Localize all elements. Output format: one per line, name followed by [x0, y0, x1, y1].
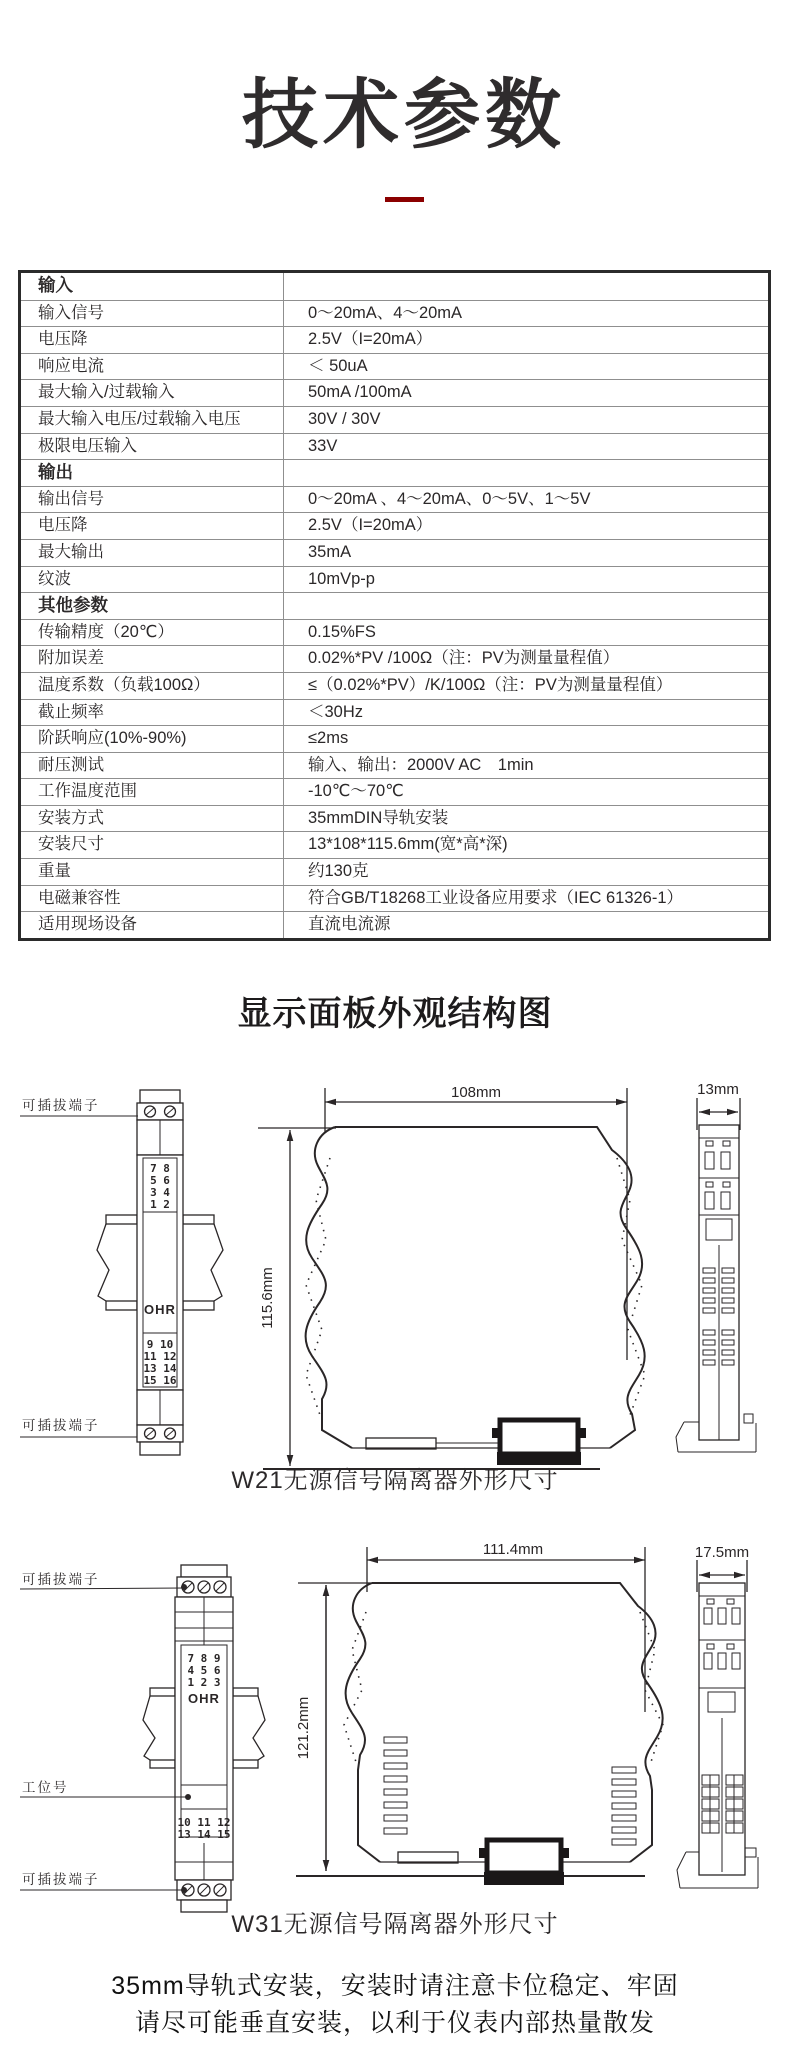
spec-label: 传输精度（20℃） [21, 620, 284, 646]
spec-value: 约130克 [308, 862, 369, 881]
spec-row [21, 459, 768, 486]
spec-row [21, 353, 768, 380]
spec-row [21, 486, 768, 513]
spec-label: 重量 [21, 859, 284, 885]
spec-row [21, 512, 768, 539]
w31-terminals-top-row2: 4 5 6 [187, 1664, 221, 1677]
spec-row [21, 725, 768, 752]
w21-brand-logo: OHR [144, 1302, 176, 1317]
spec-label: 最大输入/过载输入 [21, 380, 284, 406]
leader-line [20, 1588, 184, 1589]
spec-label: 输出 [21, 460, 284, 486]
spec-value: ≤（0.02%*PV）/K/100Ω（注：PV为测量量程值） [308, 675, 673, 694]
spec-value: 10mVp-p [308, 569, 375, 588]
spec-label: 电压降 [21, 513, 284, 539]
w21-terminals-top-row2: 5 6 [150, 1174, 170, 1187]
w31-front-view [175, 1565, 233, 1912]
spec-label: 适用现场设备 [21, 912, 284, 938]
spec-row [21, 300, 768, 327]
spec-label: 纹波 [21, 567, 284, 593]
w21-diagram [0, 1080, 790, 1500]
spec-row [21, 752, 768, 779]
spec-row [21, 433, 768, 460]
spec-value: 0.15%FS [308, 622, 376, 641]
w21-width-dim-label: 108mm [450, 1084, 502, 1101]
spec-row [21, 566, 768, 593]
spec-value: 符合GB/T18268工业设备应用要求（IEC 61326-1） [308, 888, 684, 907]
spec-label: 工作温度范围 [21, 779, 284, 805]
w31-terminals-top-row3: 1 2 3 [187, 1676, 221, 1689]
spec-label: 其他参数 [21, 593, 284, 619]
spec-row [21, 778, 768, 805]
spec-value: 30V / 30V [308, 409, 381, 428]
w31-side-view [677, 1544, 758, 1888]
spec-row [21, 911, 768, 938]
spec-label: 最大输入电压/过载输入电压 [21, 407, 284, 433]
spec-label: 安装方式 [21, 806, 284, 832]
w21-profile-view [306, 1127, 645, 1465]
w31-terminals-bottom-row2: 13 14 15 [177, 1828, 231, 1841]
w21-terminals-top-row3: 3 4 [150, 1186, 170, 1199]
spec-value: -10℃～70℃ [308, 782, 404, 801]
w21-side-view [676, 1081, 756, 1452]
title-underline [385, 197, 424, 202]
spec-label: 安装尺寸 [21, 832, 284, 858]
w31-terminal-bottom-label: 可插拔端子 [22, 1872, 100, 1887]
spec-value: 0.02%*PV /100Ω（注：PV为测量量程值） [308, 649, 620, 668]
spec-row [21, 831, 768, 858]
w21-height-dim-label: 115.6mm [259, 1267, 276, 1329]
w31-brand-logo: OHR [188, 1691, 220, 1706]
spec-label: 极限电压输入 [21, 434, 284, 460]
spec-value: 输入、输出：2000V AC 1min [308, 755, 534, 774]
w21-terminals-top-row1: 7 8 [150, 1162, 170, 1175]
w21-terminal-top-label: 可插拔端子 [22, 1098, 100, 1113]
spec-label: 响应电流 [21, 354, 284, 380]
install-note-line2: 请尽可能垂直安装，以利于仪表内部热量散发 [134, 2009, 655, 2037]
spec-row [21, 805, 768, 832]
spec-value [284, 460, 768, 486]
w31-profile-view [344, 1583, 663, 1885]
din-clamp-icon [479, 1840, 569, 1885]
spec-value: 35mA [308, 542, 352, 561]
w31-terminals-bottom-row1: 10 11 12 [177, 1816, 231, 1829]
spec-label: 阶跃响应(10%-90%) [21, 726, 284, 752]
w21-terminals-bottom-row4: 15 16 [143, 1374, 177, 1387]
diagram-section-heading: 显示面板外观结构图 [237, 995, 553, 1033]
spec-row [21, 406, 768, 433]
w21-caption: W21无源信号隔离器外形尺寸 [231, 1467, 559, 1494]
spec-label: 温度系数（负载100Ω） [21, 673, 284, 699]
page-title: 技术参数 [242, 73, 566, 158]
w21-terminals-bottom-row2: 11 12 [143, 1350, 177, 1363]
w31-caption: W31无源信号隔离器外形尺寸 [231, 1911, 559, 1938]
spec-value: 0～20mA、4～20mA [308, 303, 463, 322]
w31-station-label: 工位号 [22, 1780, 69, 1795]
spec-value: ＜ 50uA [308, 356, 368, 375]
spec-value: ≤2ms [308, 729, 349, 748]
w31-terminals-top-row1: 7 8 9 [187, 1652, 221, 1665]
w21-terminals-top-row4: 1 2 [150, 1198, 170, 1211]
w21-width-dimension [325, 1084, 627, 1360]
w21-front-view [137, 1090, 183, 1455]
spec-value: ＜30Hz [308, 702, 364, 721]
spec-value: 2.5V（I=20mA） [308, 516, 433, 535]
spec-row [21, 699, 768, 726]
spec-value: 直流电流源 [308, 915, 391, 934]
w21-depth-dim-label: 13mm [697, 1081, 739, 1098]
spec-row [21, 273, 768, 300]
spec-row [21, 672, 768, 699]
spec-label: 最大输出 [21, 540, 284, 566]
spec-row [21, 645, 768, 672]
w31-depth-dim-label: 17.5mm [694, 1544, 750, 1561]
spec-label: 输出信号 [21, 487, 284, 513]
spec-value: 0～20mA 、4～20mA、0～5V、1～5V [308, 489, 591, 508]
w31-height-dim-label: 121.2mm [295, 1696, 312, 1760]
spec-row [21, 885, 768, 912]
spec-label: 输入 [21, 273, 284, 300]
spec-row [21, 326, 768, 353]
w31-diagram [0, 1540, 790, 1940]
w31-terminal-top-label: 可插拔端子 [22, 1572, 100, 1587]
spec-row [21, 592, 768, 619]
spec-table [18, 270, 771, 941]
spec-value: 50mA /100mA [308, 383, 412, 402]
spec-label: 输入信号 [21, 301, 284, 327]
spec-value: 13*108*115.6mm(宽*高*深) [308, 835, 508, 854]
spec-label: 电磁兼容性 [21, 886, 284, 912]
w21-terminal-bottom-label: 可插拔端子 [22, 1418, 100, 1433]
w21-terminals-bottom-row3: 13 14 [143, 1362, 177, 1375]
spec-row [21, 858, 768, 885]
spec-row [21, 619, 768, 646]
spec-value: 35mmDIN导轨安装 [308, 808, 449, 827]
din-clamp-icon [492, 1420, 586, 1465]
spec-label: 电压降 [21, 327, 284, 353]
install-note-line1: 35mm导轨式安装，安装时请注意卡位稳定、牢固 [111, 1972, 679, 2000]
spec-value: 33V [308, 436, 338, 455]
w31-width-dimension [367, 1541, 645, 1712]
w31-height-dimension [295, 1583, 645, 1876]
spec-label: 附加误差 [21, 646, 284, 672]
spec-label: 截止频率 [21, 700, 284, 726]
spec-row [21, 539, 768, 566]
spec-label: 耐压测试 [21, 753, 284, 779]
spec-value [284, 273, 768, 300]
w31-width-dim-label: 111.4mm [482, 1541, 544, 1558]
spec-value: 2.5V（I=20mA） [308, 330, 433, 349]
w21-terminals-bottom-row1: 9 10 [146, 1338, 174, 1351]
spec-value [284, 593, 768, 619]
spec-row [21, 379, 768, 406]
